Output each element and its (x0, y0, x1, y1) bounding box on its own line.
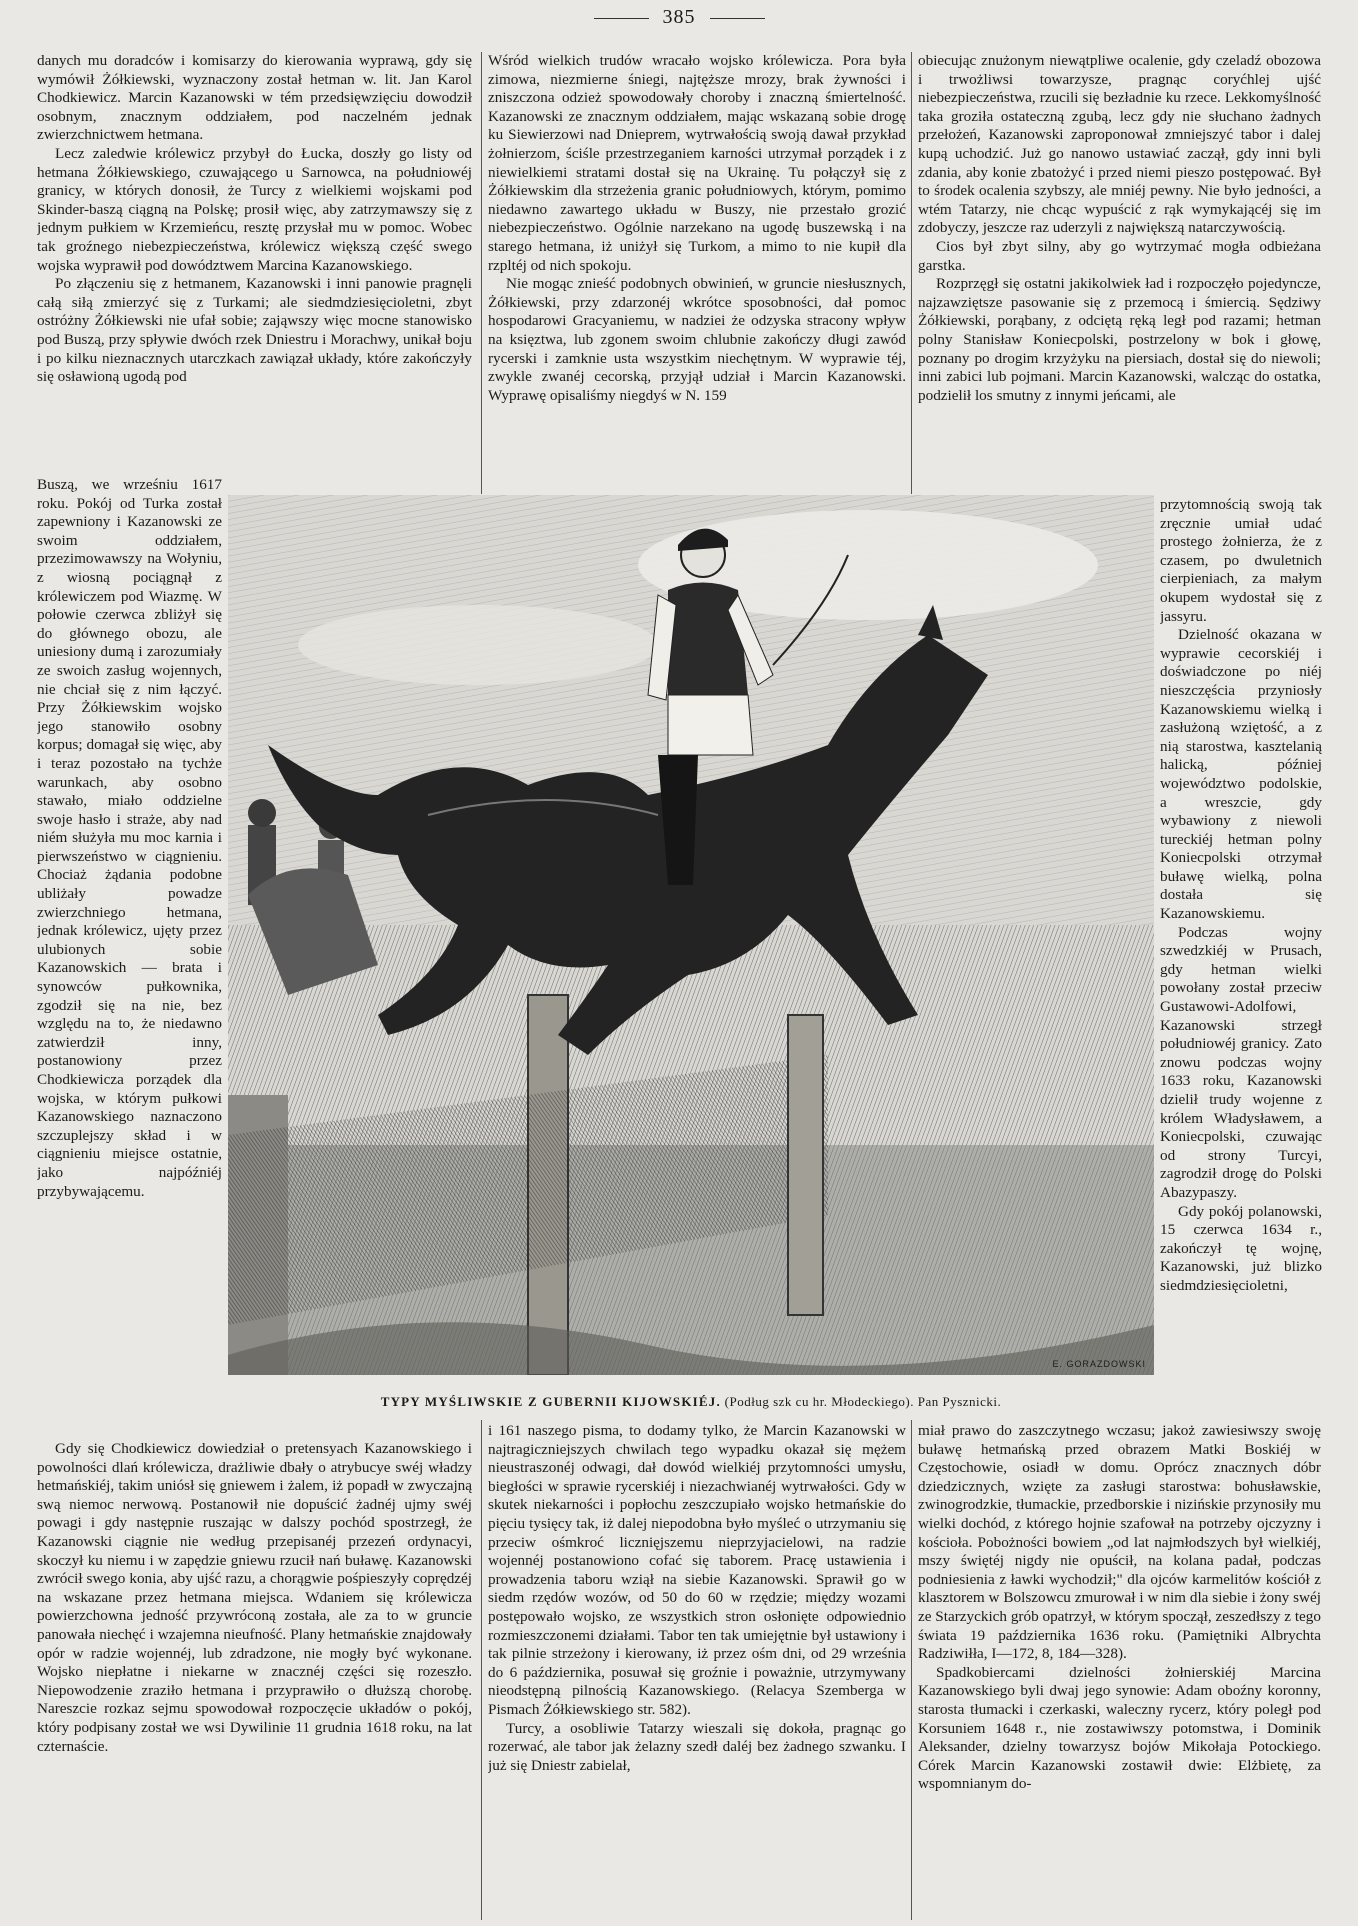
engraving-jockey-on-horse (228, 495, 1154, 1375)
column-2-top (488, 52, 906, 496)
page-number (0, 6, 1358, 29)
paragraph: Dzielność okazana w wyprawie cecorskiéj i doświadczone po niéj nieszczęścia przyniosły Kazanowskiemu wielką i zasłużoną wziętość, a z nią starostwa, kasztelanią halicką, później województwo podolskie, a wreszcie, gdy wybawiony z niewoli tureckiéj hetman polny Koniecpolski otrzymał buławę wielką, polna dostała się Kazanowskiemu. (1160, 626, 1322, 923)
column-1-top (37, 52, 472, 490)
paragraph: i 161 naszego pisma, to dodamy tylko, że Marcin Kazanowski w najtragiczniejszych chwilach tego wypadku okazał się mężem nieustraszonéj odwagi, dał dowód wielkiéj przytomności umysłu, biegłości w sprawie rycerskiéj i niezachwianéj wytrwałości. Gdy w skutek niekarności i popłochu zeszczupiało wojsko hetmańskie do pięciu tysięcy tak, iż dalej niepodobna było myśleć o utrzymaniu się przeciw ośmkroć licznięjszemu nieprzyjacielowi, na radzie wojennéj postanowiono cofać się taborem. Pracę ustawienia i prowadzenia taboru wziął na siebie Kazanowski. Sprawił go w siedm rzędów wozów, od 50 do 60 w rzędzie; między wozami postępowało wojsko, ze wszystkich stron osłonięte odpowiednio rozmieszczonemi działami. Tabor ten tak umiejętnie był ustawiony i tak pilnie strzeżony i kierowany, iż przez ośm dni, od 29 września do 6 października, posuwał się groźnie i poważnie, utrzymywany nieodstępną pilnością Kazanowskiego. (Relacya Szemberga w Pismach Żółkiewskiego str. 582). (488, 1422, 906, 1718)
caption-source: (Podług szk cu hr. Młodeckiego). (724, 1394, 914, 1409)
paragraph: Nie mogąc znieść podobnych obwinień, w gruncie niesłusznych, Żółkiewski, przy zdarzonéj wkrótce sposobności, dał pomoc hospodarowi Gracyaniemu, w nadziei że odzyska stracony wpływ na księztwa, lub zgonem swoim chlubnie zakończy długi zawód rycerski i zamknie usta wszystkim niechętnym. W wyprawie téj, zwykle zwanéj cecorską, przyjął udział i Marcin Kazanowski. Wyprawę opisaliśmy niegdyś w N. 159 (488, 275, 906, 404)
column-rule (911, 52, 912, 494)
paragraph: Cios był zbyt silny, aby go wytrzymać mogła odbieżana garstka. (918, 237, 1321, 274)
engraving-svg (228, 495, 1154, 1375)
engraver-signature: E. GORAZDOWSKI (1052, 1359, 1146, 1369)
page-number-text: 385 (662, 6, 696, 28)
paragraph: obiecując znużonym niewątpliwe ocalenie, gdy czeladź obozowa i trwożliwsi towarzysze, pragnąc coryćhlej ujść niebezpieczeństwa, rzucili się bezładnie ku rzece. Lekkomyślność taka groziła ostateczną zgubą, lecz gdy nie słuchano żadnych przełożeń, Kazanowski zaproponował zmniejszyć tabor i dalej kupą uchodzić. Już go nanowo ustawiać zaczął, gdy inni byli zdania, aby konie zbatożyć i przed niemi pieszo postępować. Był to środek ocalenia szybszy, ale mniéj pewny. Nie było jedności, a wtém Tatarzy, nie chcąc wypuścić z rąk wymykającéj się im zdobyczy, jeszcze raz uderzyli z największą natarczywością. (918, 52, 1321, 237)
paragraph: Gdy pokój polanowski, 15 czerwca 1634 r., zakończył tę wojnę, Kazanowski, już blizko siedmdziesięcioletni, (1160, 1202, 1322, 1294)
column-rule (481, 1420, 482, 1920)
paragraph: Spadkobiercami dzielności żołnierskiéj Marcina Kazanowskiego byli dwaj jego synowie: Adam oboźny koronny, starosta tłumacki i czerkaski, waleczny rycerz, który poległ pod Korsuniem 1648 r., nie zostawiwszy potomstwa, i Dominik Aleksander, dzielny towarzysz bojów Mikołaja Potockiego. Córek Marcin Kazanowski zostawił dwie: Elżbietę, za wspomnianym do- (918, 1663, 1321, 1793)
column-1-bottom (37, 1440, 472, 1922)
caption-title: TYPY MYŚLIWSKIE Z GUBERNII KIJOWSKIÉJ. (380, 1394, 721, 1409)
column-3-bottom (918, 1422, 1321, 1922)
paragraph: Podczas wojny szwedzkiéj w Prusach, gdy hetman wielki powołany został przeciw Gustawowi-Adolfowi, Kazanowski strzegł południowéj granicy. Zato znowu podczas wojny 1633 roku, Kazanowski dzielił trudy wojenne z królem Władysławem, a Koniecpolski, czuwając od strony Turcyi, zagrodził drogę do Polski Abazypaszy. (1160, 923, 1322, 1201)
paragraph: Wśród wielkich trudów wracało wojsko królewicza. Pora była zimowa, niezmierne śniegi, najtęższe mrozy, brak żywności i zniszczona odzież spowodowały choroby i znaczną śmiertelność. Kazanowski ze znacznym oddziałem, mając wskazaną sobie drogę ku Siewierzowi nad Dnieprem, wytrwałością swoją dawał przykład żołnierzom, ściśle przestrzeganiem karności utrzymał porządek i z niewielkiemi stratami dostał się na Ukrainę. Tu połączył się z Żółkiewskim dla strzeżenia granic południowych, którym, pomimo niedawno zawartego układu w Buszy, nie przestało grozić niebezpieczeństwo. Ogólnie narzekano na ugodę buszewską i na starego hetmana, iż uniżył się Turkom, a mimo to nie kupił dla rzpltéj od nich spokoju. (488, 52, 906, 274)
paragraph: przytomnością swoją tak zręcznie umiał udać prostego żołnierza, że z czasem, po dwuletnich cierpieniach, za małym okupem wydostał się z jassyru. (1160, 496, 1322, 625)
cloud (298, 605, 658, 685)
illustration-caption (228, 1394, 1154, 1410)
paragraph: Lecz zaledwie królewicz przybył do Łucka, doszły go listy od hetmana Żółkiewskiego, czuwającego u Sarnowca, na południowéj granicy, w których donosił, że Turcy z wielkiemi wojskami pod Skinder-baszą ciągną na Polskę; prosił więc, aby zatrzymawszy się z jednym pułkiem w Krzemieńcu, resztę przysłał mu w pomoc. Wobec tak groźnego niebezpieczeństwa, królewicz większą część swego wojska wyprawił pod dowództwem Marcina Kazanowskiego. (37, 144, 472, 274)
paragraph: Rozprzęgł się ostatni jakikolwiek ład i rozpoczęło pojedyncze, najzawziętsze pasowanie się z przemocą i śmiercią. Sędziwy Żółkiewski, porąbany, z odciętą ręką legł pod razami; hetman polny Stanisław Koniecpolski, postrzelony w bok i głowę, poznany po drogim krzyżyku na piersiach, dostał się do niewoli; inni zabici lub pojmani. Marcin Kazanowski, walcząc do ostatka, podzielił los smutny z innymi jeńcami, ale (918, 275, 1321, 404)
column-rule (481, 52, 482, 494)
column-3-top (918, 52, 1321, 496)
column-rule (911, 1420, 912, 1920)
caption-person: Pan Pysznicki. (917, 1394, 1002, 1409)
column-3-wrap (1160, 496, 1322, 1424)
paragraph: Gdy się Chodkiewicz dowiedział o pretensyach Kazanowskiego i powolności dlań królewicza, drażliwie dbały o atrybucye swéj władzy hetmańskiéj, takim uniósł się gniewem i żalem, iż popadł w zwyczajną swą niemoc nerwową. Postanowił nie dopuścić żadnéj ujmy swéj powagi i gdy następnie ruszając w dalszy pochód spostrzegł, że Kazanowski ciągnie nie według przepisanéj przezeń ordynacyi, skoczył ku niemu i w zapędzie gniewu rzucił nań buławę. Kazanowski zwrócił swego konia, aby ujść razu, a chorągwie pośpieszyły coprędzéj na wskazane przez hetmana miejsca. Wdaniem się królewicza powierzchowna jedność przywróconą została, ale za to w gruncie panowała niechęć i wzajemna nieufność. Plany hetmańskie znajdowały opór w radzie wojennéj, lub zdradzone, nie mogły być wykonane. Wojsko niepłatne i niekarne w znacznéj części się rozeszło. Niepowodzenie zraziło hetmana i przyprawiło o dłuższą chorobę. Nareszcie rozkaz sejmu spowodował rozpoczęcie układów o pokój, który podpisany został we wsi Dywilinie 11 grudnia 1618 roku, na lat czternaście. (37, 1440, 472, 1755)
paragraph: Turcy, a osobliwie Tatarzy wieszali się dokoła, pragnąc go rozerwać, ale tabor jak żelazny szedł daléj bez żadnego szwanku. I już się Dniestr zabielał, (488, 1719, 906, 1774)
paragraph: miał prawo do zaszczytnego wczasu; jakoż zawiesiwszy swoję buławę hetmańską przed obrazem Matki Boskiéj w Częstochowie, osiadł w domu. Oprócz znacznych dóbr dziedzicznych, wzięte za zasługi starostwa: bohusławskie, zwinogrodzkie, tłumackie, przedborskie i nizińskie przynosiły mu wielki dochód, z którego hojnie szafował na potrzeby ojczyzny i kościoła. Pobożności bowiem „od lat najmłodszych był wielkiéj, mszy świętéj nigdy nie opuścił, na kolana padał, podczas podniesienia z ławki wychodził;" dla ojców karmelitów kościół z klasztorem w Bolszowcu zmurował i w nim dla siebie i żony swéj ze Starzyckich grób opatrzył, w którym spoczął, zeszedłszy z tego świata 19 października 1636 roku. (Pamiętniki Albrychta Radziwiłła, I—172, 8, 184—328). (918, 1422, 1321, 1663)
paragraph: Po złączeniu się z hetmanem, Kazanowski i inni panowie pragnęli całą siłą zmierzyć się z Turkami; ale siedmdziesięcioletni, zbyt ostróżny Żółkiewski nie ufał sobie; zająwszy więc mocne stanowisko pod Buszą, przy spływie dwóch rzek Dniestru i Morachwy, unikał boju i po kilku nieznacznych utarczkach zawiązał układy, które zakończyły się osławioną ugodą pod (37, 275, 472, 386)
paragraph: danych mu doradców i komisarzy do kierowania wyprawą, gdy się wymówił Żółkiewski, wyznaczony został hetman w. lit. Jan Karol Chodkiewicz. Marcin Kazanowski w tém przedsięwzięciu dowodził osobnym, znacznym oddziałem, pod naczelném jednak zwierzchnictwem hetmana. (37, 52, 472, 144)
paragraph: Buszą, we wrześniu 1617 roku. Pokój od Turka został zapewniony i Kazanowski ze swoim oddziałem, przezimowawszy na Wołyniu, z wiosną pociągnął z królewiczem pod Wiazmę. W połowie czerwca zbliżył się do głównego obozu, ale uniesiony dumą i zarozumiały ze swoich zasług wojennych, nie chciał się z nim łączyć. Przy Żółkiewskim wojsko jego stanowiło osobny korpus; domagał się więc, aby i teraz pozostało na tychże warunkach, aby osobno stawało, miało oddzielne swoje hasło i straże, aby nad niém służyła mu moc karnia i pierwszeństwo w ciągnieniu. Chociaż żądania podobne ubliżały powadze zwierzchniego hetmana, jednak królewicz, ujęty przez ulubionych sobie Kazanowskich — brata i synowców pułkownika, zgodził się na nie, bez względu na to, że niedawno zatwierdził inny, postanowiony przez Chodkiewicza porządek dla wojska, w którym pułkowi Kazanowskiego naznaczono szczuplejszy skład i w ciągnieniu miejsce ostatnie, jako najpóźniéj przybywającemu. (37, 476, 222, 1200)
column-1-wrap (37, 476, 222, 1442)
column-2-bottom (488, 1422, 906, 1922)
